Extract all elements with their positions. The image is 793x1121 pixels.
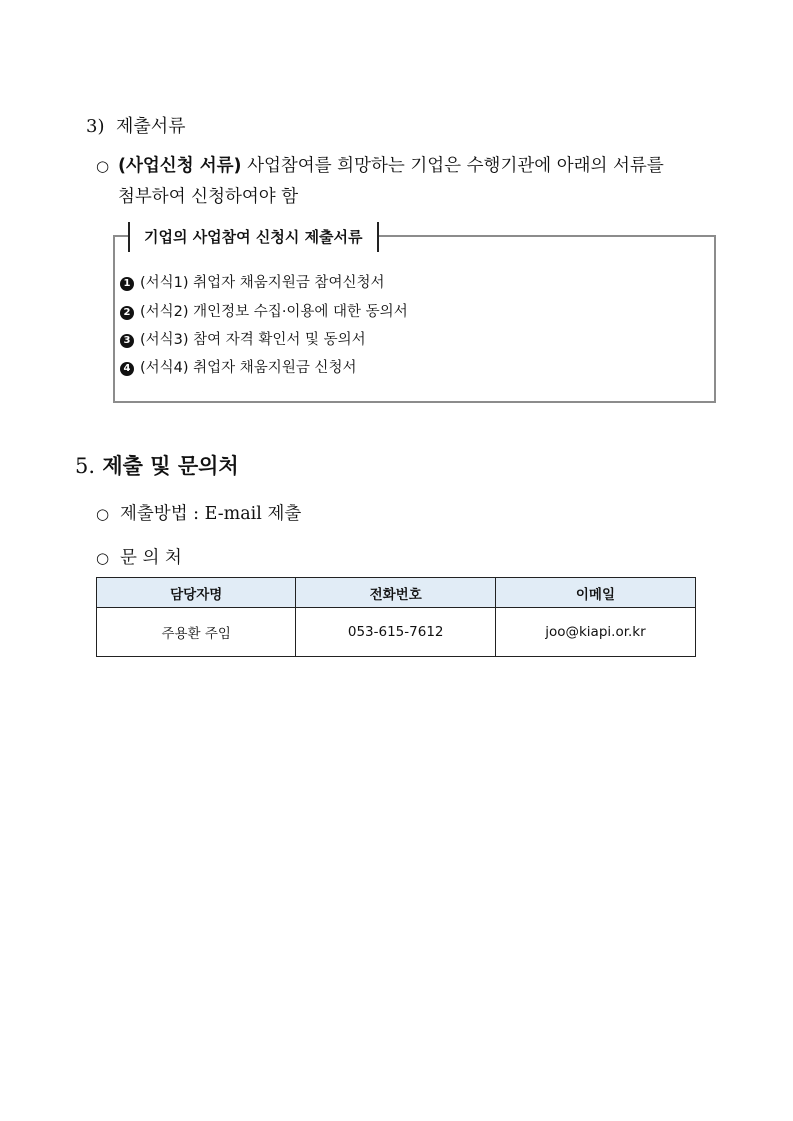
paragraph-line-2: 첨부하여 신청하여야 함	[118, 187, 299, 207]
header-manager: 담당자명	[97, 578, 296, 608]
documents-box-title: 기업의 사업참여 신청시 제출서류	[128, 222, 379, 252]
section-title: 제출서류	[116, 116, 186, 137]
number-4-icon: 4	[120, 362, 134, 376]
section-number: 3)	[86, 116, 105, 137]
circle-bullet-icon: ○	[96, 549, 110, 567]
table-row	[97, 608, 696, 657]
document-item-text: (서식1) 취업자 채움지원금 참여신청서	[140, 275, 385, 291]
document-item	[120, 302, 408, 322]
document-item-text: (서식4) 취업자 채움지원금 신청서	[140, 360, 357, 376]
number-1-icon: 1	[120, 277, 134, 291]
table-header-row	[97, 578, 696, 608]
contact-label	[96, 544, 182, 569]
phone-cell: 053-615-7612	[296, 608, 495, 657]
number-3-icon: 3	[120, 334, 134, 348]
document-item	[120, 273, 384, 293]
manager-name-cell: 주용환 주임	[97, 608, 296, 657]
paragraph-text: 사업참여를 희망하는 기업은 수행기관에 아래의 서류를	[241, 156, 664, 176]
submission-method-text: 제출방법 : E-mail 제출	[120, 504, 302, 524]
section-title: 제출 및 문의처	[102, 454, 239, 478]
submission-method	[96, 500, 301, 525]
document-item-text: (서식3) 참여 자격 확인서 및 동의서	[140, 332, 366, 348]
contact-label-text: 문 의 처	[120, 548, 182, 568]
section-5-heading	[75, 450, 239, 480]
paragraph-bold-label: (사업신청 서류)	[118, 156, 242, 176]
document-item	[120, 330, 366, 350]
section-number: 5.	[75, 454, 96, 478]
paragraph-line-1	[96, 151, 721, 182]
section-3-heading	[86, 112, 186, 138]
circle-bullet-icon: ○	[96, 505, 110, 523]
instruction-paragraph	[96, 151, 721, 213]
header-email: 이메일	[495, 578, 695, 608]
header-phone: 전화번호	[296, 578, 495, 608]
document-item	[120, 358, 356, 378]
contact-table	[96, 577, 696, 657]
document-item-text: (서식2) 개인정보 수집·이용에 대한 동의서	[140, 304, 408, 320]
email-cell: joo@kiapi.or.kr	[495, 608, 695, 657]
number-2-icon: 2	[120, 306, 134, 320]
circle-bullet-icon: ○	[96, 157, 110, 175]
